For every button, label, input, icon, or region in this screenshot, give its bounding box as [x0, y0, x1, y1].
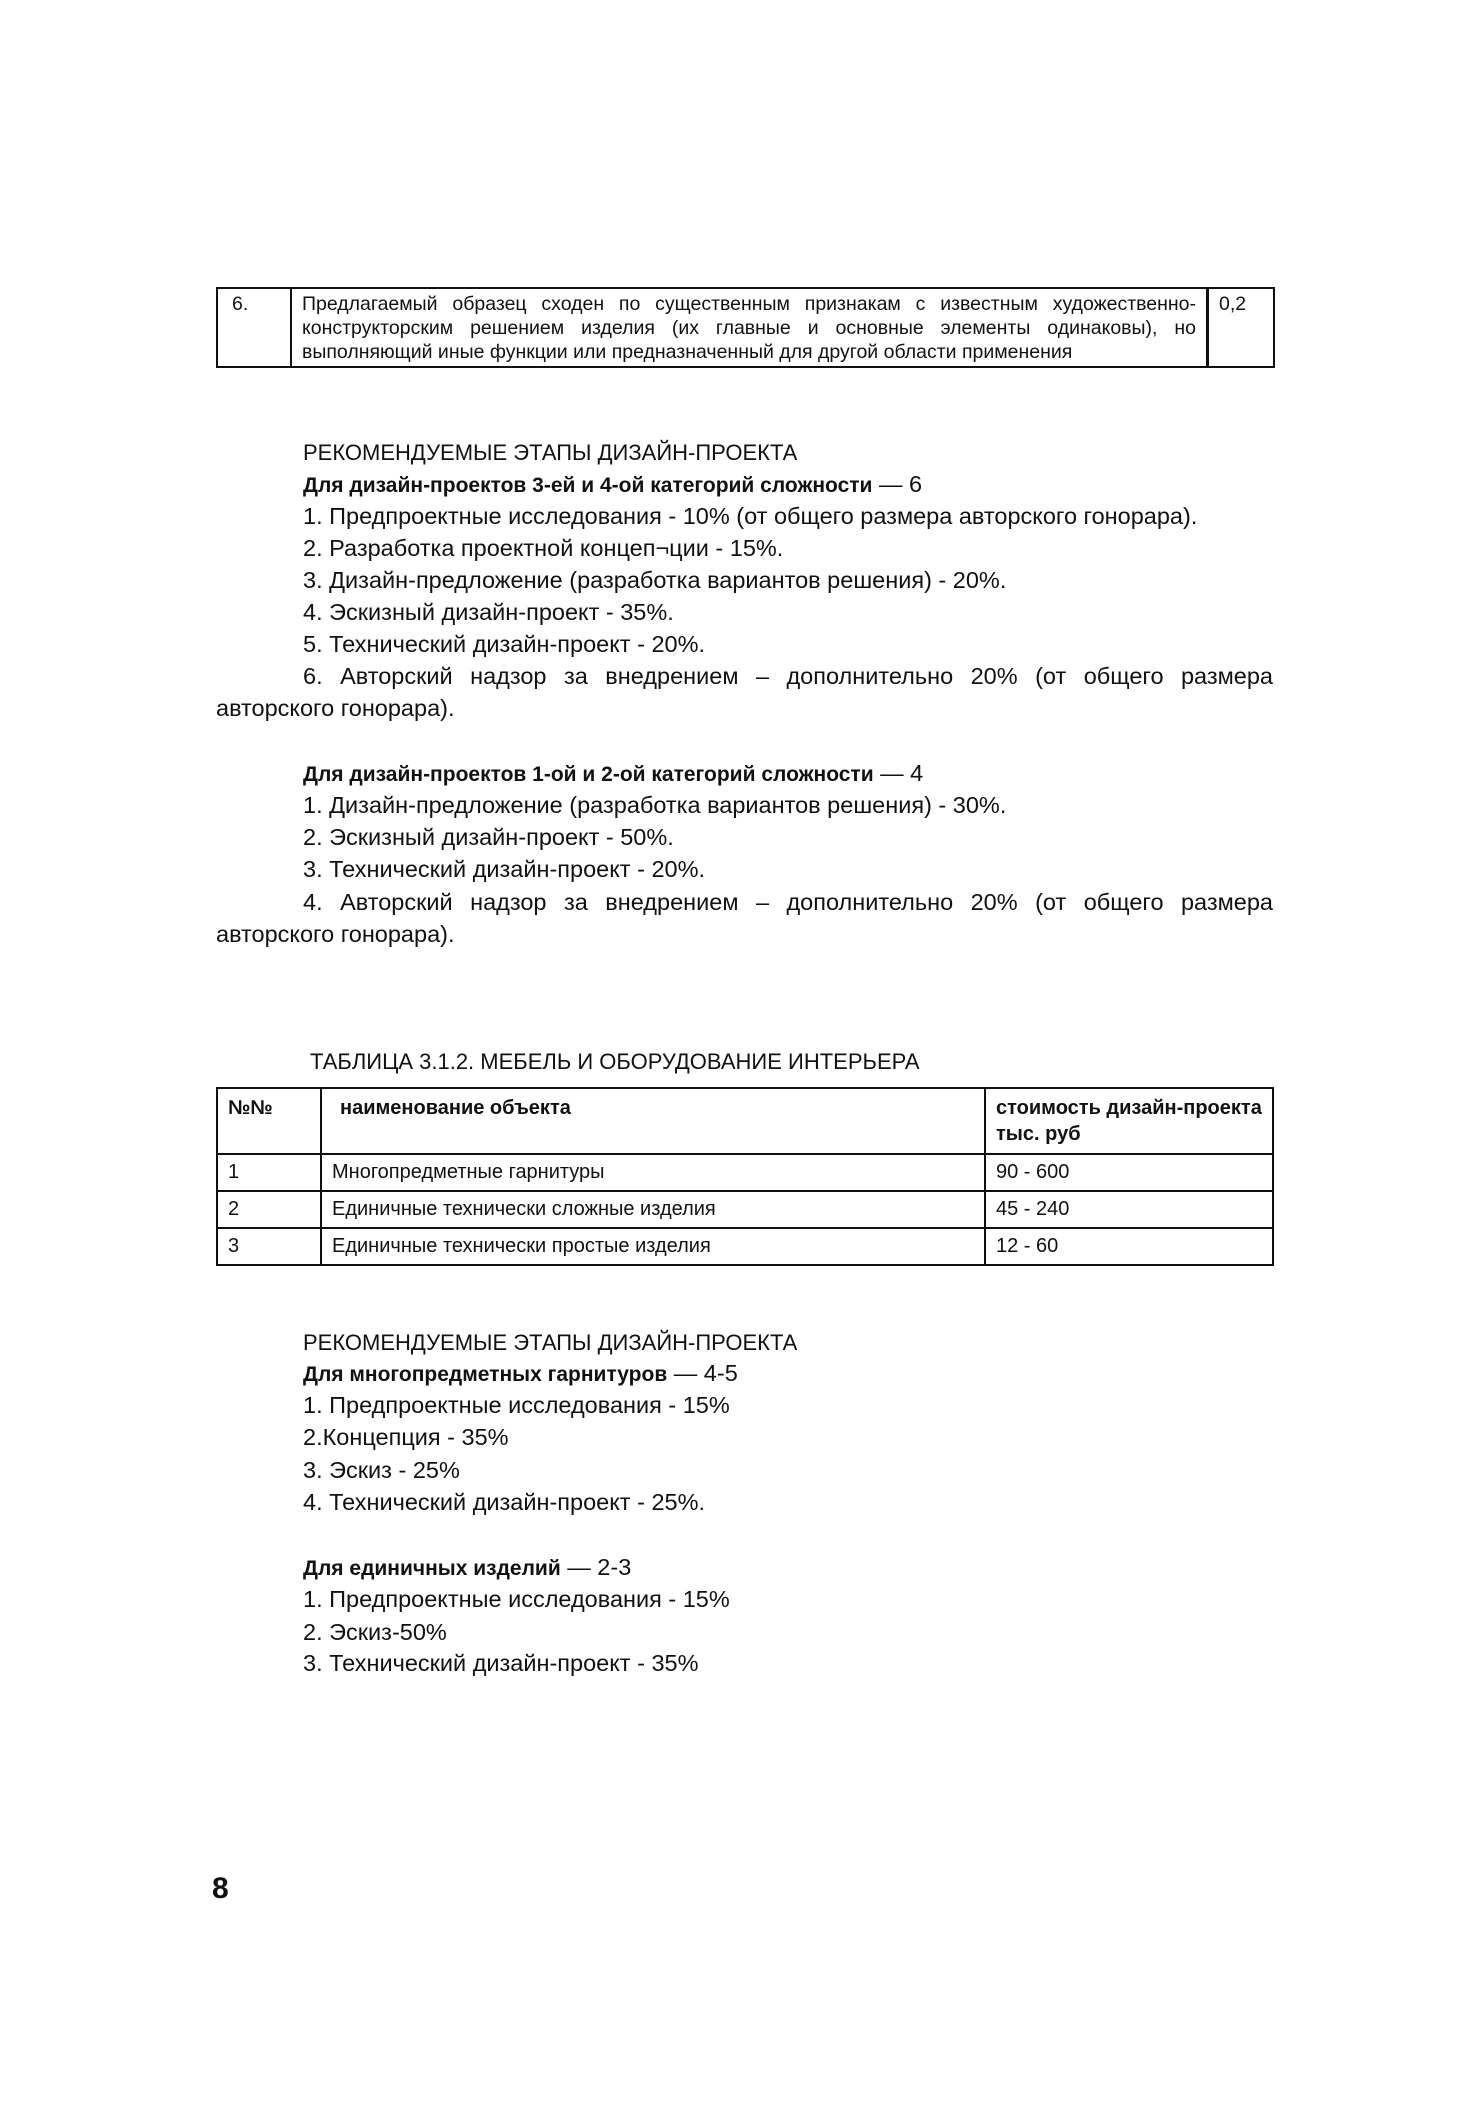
criteria-table [216, 287, 1275, 368]
list-item: 3. Эскиз - 25% [303, 1457, 460, 1483]
table-row [217, 1191, 1273, 1228]
group-title: Для многопредметных гарнитуров — 4-5 [303, 1360, 738, 1386]
cell-cost: 12 - 60 [985, 1228, 1273, 1265]
header-cost: стоимость дизайн-проекта тыс. руб [985, 1088, 1273, 1154]
row-description: Предлагаемый образец сходен по существенным признакам с известным художественно-конструкторским решением изделия (их главные и основные элементы одинаковы), но выполняющий иные функции или предназначенный для другой области применения [291, 288, 1208, 367]
cell-name: Единичные технически простые изделия [321, 1228, 985, 1265]
list-item: 2. Эскиз-50% [303, 1619, 447, 1645]
page-number: 8 [212, 1872, 229, 1905]
cell-cost: 45 - 240 [985, 1191, 1273, 1228]
section-heading: РЕКОМЕНДУЕМЫЕ ЭТАПЫ ДИЗАЙН-ПРОЕКТА [303, 1330, 798, 1355]
furniture-table [216, 1087, 1274, 1266]
cell-name: Многопредметные гарнитуры [321, 1154, 985, 1191]
list-item: 6. Авторский надзор за внедрением – дополнительно 20% (от общего размера авторского гонорара). [216, 663, 1273, 721]
list-item: 4. Технический дизайн-проект - 25%. [303, 1489, 706, 1515]
table-caption: ТАБЛИЦА 3.1.2. МЕБЕЛЬ И ОБОРУДОВАНИЕ ИНТЕРЬЕРА [310, 1049, 920, 1074]
table-row [217, 1228, 1273, 1265]
list-item: 1. Дизайн-предложение (разработка вариантов решения) - 30%. [303, 792, 1007, 818]
section-heading: РЕКОМЕНДУЕМЫЕ ЭТАПЫ ДИЗАЙН-ПРОЕКТА [303, 440, 798, 465]
list-item: 2.Концепция - 35% [303, 1424, 509, 1450]
cell-number: 3 [217, 1228, 321, 1265]
table-row [217, 288, 1274, 367]
list-item: 1. Предпроектные исследования - 10% (от общего размера авторского гонорара). [303, 503, 1198, 529]
list-item: 2. Эскизный дизайн-проект - 50%. [303, 824, 674, 850]
group-title: Для дизайн-проектов 1-ой и 2-ой категорий сложности — 4 [303, 760, 924, 786]
list-item: 3. Технический дизайн-проект - 20%. [303, 856, 706, 882]
group-title: Для единичных изделий — 2-3 [303, 1554, 632, 1580]
row-coefficient: 0,2 [1208, 288, 1275, 367]
table-header-row [217, 1088, 1273, 1154]
list-item: 4. Авторский надзор за внедрением – дополнительно 20% (от общего размера авторского гонорара). [216, 889, 1273, 947]
cell-cost: 90 - 600 [985, 1154, 1273, 1191]
cell-number: 2 [217, 1191, 321, 1228]
table-row [217, 1154, 1273, 1191]
list-item: 1. Предпроектные исследования - 15% [303, 1392, 730, 1418]
list-item: 1. Предпроектные исследования - 15% [303, 1586, 730, 1612]
cell-name: Единичные технически сложные изделия [321, 1191, 985, 1228]
header-number: №№ [217, 1088, 321, 1154]
cell-number: 1 [217, 1154, 321, 1191]
list-item: 2. Разработка проектной концеп¬ции - 15%. [303, 535, 784, 561]
header-name: наименование объекта [321, 1088, 985, 1154]
list-item: 5. Технический дизайн-проект - 20%. [303, 631, 706, 657]
row-number: 6. [217, 288, 291, 367]
list-item: 3. Технический дизайн-проект - 35% [303, 1650, 699, 1676]
list-item: 4. Эскизный дизайн-проект - 35%. [303, 599, 674, 625]
list-item: 3. Дизайн-предложение (разработка вариантов решения) - 20%. [303, 567, 1007, 593]
group-title: Для дизайн-проектов 3-ей и 4-ой категорий сложности — 6 [303, 471, 923, 497]
